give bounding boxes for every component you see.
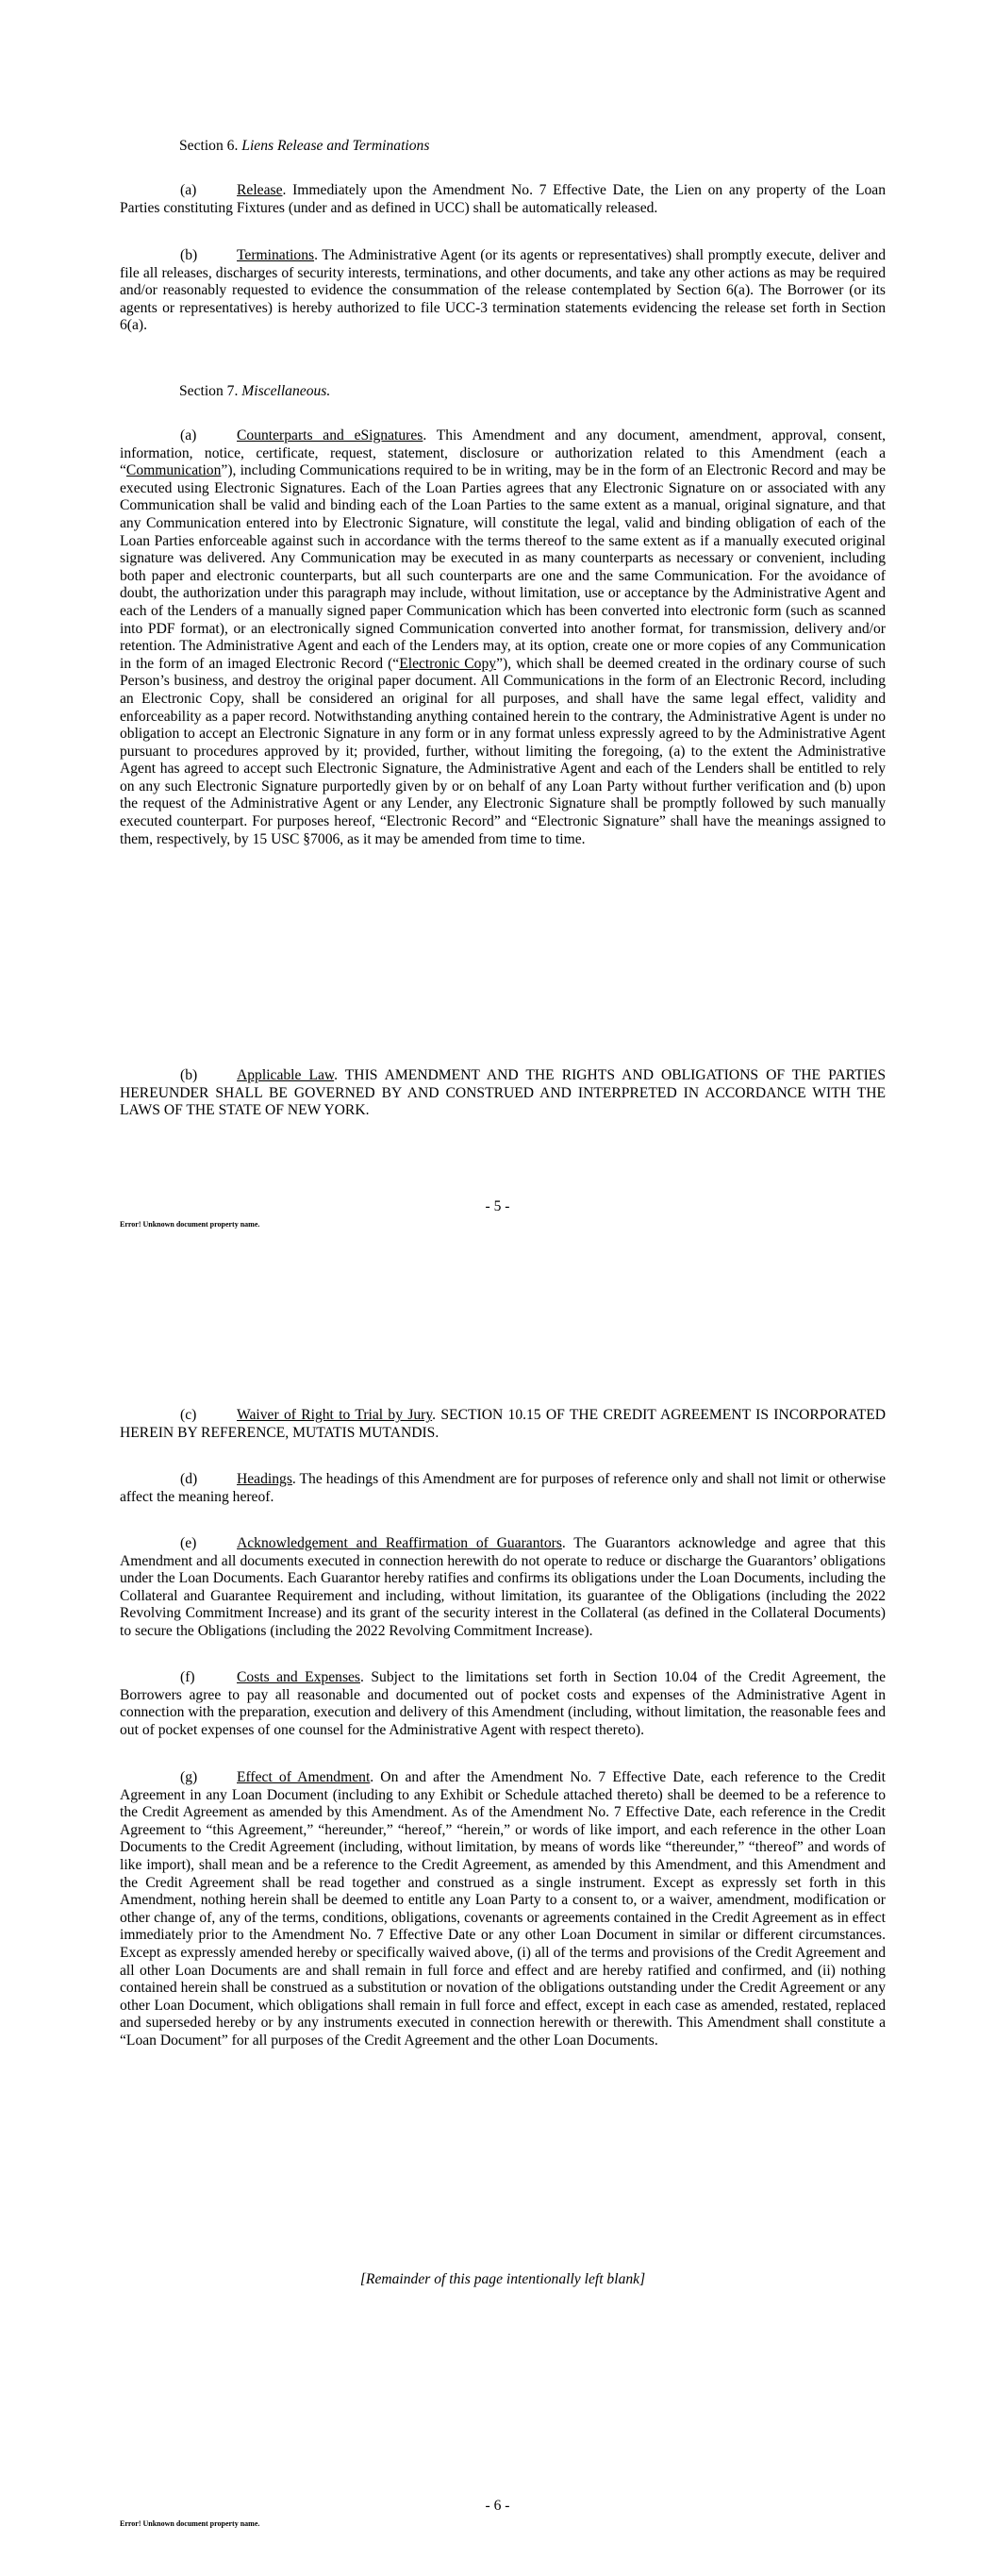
clause-text: . The headings of this Amendment are for purposes of reference only and shall not limit or otherwise affect the meaning hereof. [120,1471,886,1505]
clause-caption: Effect of Amendment [237,1769,371,1785]
clause-caption: Acknowledgement and Reaffirmation of Guarantors [237,1535,562,1551]
clause-label: (a) [180,427,197,443]
clause-caption: Counterparts and eSignatures [237,427,423,443]
section-6-heading [120,138,429,156]
clause-text: . THIS AMENDMENT AND THE RIGHTS AND OBLIGATIONS OF THE PARTIES HEREUNDER SHALL BE GOVERNED BY AND CONSTRUED AND INTERPRETED IN ACCORDANCE WITH THE LAWS OF THE STATE OF NEW YORK. [120,1067,886,1119]
footer-error-text: Error! Unknown document property name. [120,2519,260,2528]
clause-text: . Immediately upon the Amendment No. 7 Effective Date, the Lien on any property of the Loan Parties constituting Fixtures (under and as defined in UCC) shall be automatically released. [120,182,886,216]
remainder-blank-note: [Remainder of this page intentionally left blank] [359,2271,646,2287]
clause-label: (b) [180,247,198,263]
section-6b-paragraph [120,247,886,335]
clause-text: . Subject to the limitations set forth in Section 10.04 of the Credit Agreement, the Borrowers agree to pay all reasonable and documented out of pocket costs and expenses of the Administrative Agent in connection with the preparation, execution and delivery of this Amendment (including, without limitation, the reasonable fees and out of pocket expenses of one counsel for the Administrative Agent with respect thereto). [120,1669,887,1738]
clause-text: . This Amendment and any document, amendment, approval, consent, information, notice, certificate, request, statement, disclosure or authorization related to this Amendment (each a “ [120,427,886,479]
clause-text: ”), including Communications required to be in writing, may be in the form of an Electronic Record and may be executed using Electronic Signatures. Each of the Loan Parties agrees that any Electronic Signature on or associated with any Communication shall be valid and binding each of the Loan Parties to the same extent as a manual, original signature, and that any Communication entered into by Electronic Signature, will constitute the legal, valid and binding obligation of each of the Loan Parties enforceable against such in accordance with the terms thereof to the same extent as if a manually executed original signature was delivered. Any Communication may be executed in as many counterparts as necessary or convenient, including both paper and electronic counterparts, but all such counterparts are one and the same Communication. For the avoidance of doubt, the authorization under this paragraph may include, without limitation, use or acceptance by the Administrative Agent and each of the Lenders of a manually signed paper Communication which has been converted into electronic form (such as scanned into PDF format), or an electronically signed Communication converted into another format, for transmission, delivery and/or retention. The Administrative Agent and each of the Lenders may, at its option, create one or more copies of any Communication in the form of an imaged Electronic Record (“ [120,462,886,672]
section-6a-paragraph [120,182,886,217]
section-7-title: Miscellaneous. [241,383,331,399]
clause-text: . The Administrative Agent (or its agents or representatives) shall promptly execute, deliver and file all releases, discharges of security interests, terminations, and other documents, and take any other actions as may be required and/or reasonably requested to evidence the consummation of the release contemplated by Section 6(a). The Borrower (or its agents or representatives) is hereby authorized to file UCC-3 termination statements evidencing the release set forth in Section 6(a). [120,247,886,334]
clause-text: . SECTION 10.15 OF THE CREDIT AGREEMENT IS INCORPORATED HEREIN BY REFERENCE, MUTATIS MUTANDIS. [120,1407,887,1441]
clause-text: ”), which shall be deemed created in the ordinary course of such Person’s business, and destroy the original paper document. All Communications in the form of an Electronic Record, including an Electronic Copy, shall be considered an original for all purposes, and shall have the same legal effect, validity and enforceability as a paper record. Notwithstanding anything contained herein to the contrary, the Administrative Agent is under no obligation to accept an Electronic Signature in any form or in any format unless expressly agreed to by the Administrative Agent pursuant to procedures approved by it; provided, further, without limiting the foregoing, (a) to the extent the Administrative Agent has agreed to accept such Electronic Signature, the Administrative Agent and each of the Lenders shall be entitled to rely on any such Electronic Signature purportedly given by or on behalf of any Loan Party without further verification and (b) upon the request of the Administrative Agent or any Lender, any Electronic Signature shall be promptly followed by such manually executed counterpart. For purposes hereof, “Electronic Record” and “Electronic Signature” shall have the meanings assigned to them, respectively, by 15 USC §7006, as it may be amended from time to time. [120,655,886,847]
clause-caption: Headings [237,1471,292,1487]
clause-label: (g) [180,1769,198,1785]
clause-caption: Costs and Expenses [237,1669,360,1685]
clause-label: (e) [180,1535,197,1551]
clause-text: . On and after the Amendment No. 7 Effective Date, each reference to the Credit Agreement in any Loan Document (including to any Exhibit or Schedule attached thereto) shall be deemed to be a reference to the Credit Agreement as amended by this Amendment. As of the Amendment No. 7 Effective Date, each reference in the Credit Agreement to “this Agreement,” “hereunder,” “hereof,” “herein,” or words of like import, and each reference in the other Loan Documents to the Credit Agreement (including, without limitation, by means of words like “thereunder,” “thereof” and words of like import), shall mean and be a reference to the Credit Agreement, as amended by this Amendment, and this Amendment and the Credit Agreement shall be read together and construed as a single instrument. Except as expressly set forth in this Amendment, nothing herein shall be deemed to entitle any Loan Party to a consent to, or a waiver, amendment, modification or other change of, any of the terms, conditions, obligations, covenants or agreements contained in the Credit Agreement as in effect immediately prior to the Amendment No. 7 Effective Date or any other Loan Document in similar or different circumstances. Except as expressly amended hereby or specifically waived above, (i) all of the terms and provisions of the Credit Agreement and all other Loan Documents are and shall remain in full force and effect and are hereby ratified and confirmed, and (ii) nothing contained herein shall be construed as a substitution or novation of the obligations outstanding under the Credit Agreement or any other Loan Document, which obligations shall remain in full force and effect, except in each case as amended, restated, replaced and superseded hereby or by any instruments executed in connection herewith or therewith. This Amendment shall constitute a “Loan Document” for all purposes of the Credit Agreement and the other Loan Documents. [120,1769,886,2049]
clause-label: (b) [180,1067,198,1083]
section-7a-paragraph [120,427,886,848]
section-7f-paragraph [120,1669,886,1739]
clause-caption: Applicable Law [237,1067,335,1083]
section-6-number: Section 6. [179,138,239,154]
document-page-6 [0,1288,995,2576]
section-7-number: Section 7. [179,383,239,399]
clause-label: (c) [180,1407,197,1423]
clause-text: . The Guarantors acknowledge and agree that this Amendment and all documents executed in connection herewith do not operate to reduce or discharge the Guarantors’ obligations under the Loan Documents. Each Guarantor hereby ratifies and confirms its obligations under the Loan Documents, including the Collateral and Guarantee Requirement and including, without limitation, its guarantee of the Obligations (including the 2022 Revolving Commitment Increase) and its grant of the security interest in the Collateral (as defined in the Collateral Documents) to secure the Obligations (including the 2022 Revolving Commitment Increase). [120,1535,886,1639]
clause-caption: Terminations [237,247,315,263]
section-7b-paragraph [120,1067,886,1120]
section-6-title: Liens Release and Terminations [241,138,430,154]
page-number: - 6 - [485,2498,510,2514]
defined-term-communication: Communication [125,462,222,479]
clause-label: (f) [180,1669,195,1685]
clause-caption: Release [237,182,283,198]
clause-caption: Waiver of Right to Trial by Jury [237,1407,433,1423]
section-7c-paragraph [120,1407,886,1442]
defined-term-electronic-copy: Electronic Copy [399,655,497,672]
clause-label: (a) [180,182,197,198]
section-7g-paragraph [120,1769,886,2050]
section-7d-paragraph [120,1471,886,1506]
section-7-heading [120,383,330,401]
section-7e-paragraph [120,1535,886,1641]
footer-error-text: Error! Unknown document property name. [120,1220,260,1229]
clause-label: (d) [180,1471,198,1487]
page-number: - 5 - [485,1198,510,1214]
